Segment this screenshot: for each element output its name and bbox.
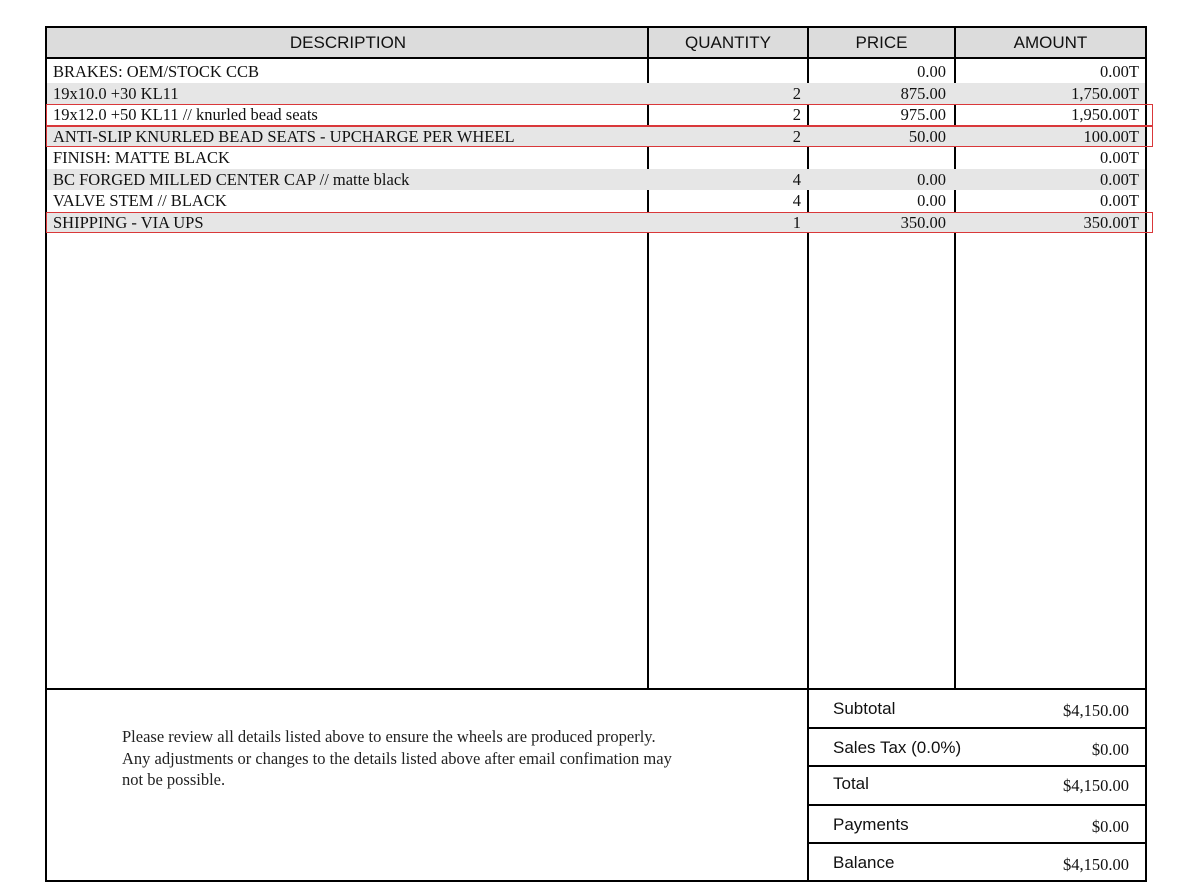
item-amount: 350.00T (1083, 212, 1139, 232)
header-quantity: QUANTITY (685, 33, 771, 52)
item-quantity: 4 (792, 169, 801, 189)
balance-label: Balance (833, 853, 895, 872)
subtotal-value: $4,150.00 (1063, 701, 1129, 720)
sales-tax-row (809, 729, 1145, 768)
item-price: 50.00 (908, 126, 946, 146)
line-items (47, 61, 1145, 233)
table-row (47, 147, 1145, 169)
subtotal-row (809, 690, 1145, 729)
item-amount: 0.00T (1100, 169, 1139, 189)
item-amount: 1,950.00T (1071, 105, 1139, 124)
item-description: ANTI-SLIP KNURLED BEAD SEATS - UPCHARGE PER WHEEL (53, 126, 515, 146)
item-description: BC FORGED MILLED CENTER CAP // matte black (53, 169, 410, 189)
header-amount: AMOUNT (1013, 33, 1088, 52)
table-row (47, 126, 1145, 148)
item-price: 0.00 (917, 191, 946, 210)
sales-tax-label: Sales Tax (0.0%) (833, 737, 962, 757)
item-price: 0.00 (917, 169, 946, 189)
payments-label: Payments (833, 814, 909, 834)
item-amount: 0.00T (1100, 148, 1139, 167)
item-price: 0.00 (917, 62, 946, 81)
table-row (47, 212, 1145, 234)
item-description: BRAKES: OEM/STOCK CCB (53, 62, 259, 81)
item-quantity: 2 (792, 83, 801, 103)
payments-value: $0.00 (1091, 816, 1129, 836)
total-label: Total (833, 774, 869, 793)
payments-row (809, 806, 1145, 845)
sales-tax-value: $0.00 (1091, 739, 1129, 759)
item-description: 19x10.0 +30 KL11 (53, 83, 179, 103)
item-description: 19x12.0 +50 KL11 // knurled bead seats (53, 105, 318, 124)
balance-row (809, 844, 1145, 883)
table-row (47, 190, 1145, 212)
item-amount: 1,750.00T (1071, 83, 1139, 103)
table-row (47, 61, 1145, 83)
item-amount: 0.00T (1100, 191, 1139, 210)
item-quantity: 2 (792, 105, 801, 124)
table-row (47, 83, 1145, 105)
item-quantity: 4 (792, 191, 801, 210)
item-amount: 0.00T (1100, 62, 1139, 81)
header-description: DESCRIPTION (289, 33, 407, 52)
item-description: FINISH: MATTE BLACK (53, 148, 230, 167)
item-quantity: 2 (792, 126, 801, 146)
item-amount: 100.00T (1083, 126, 1139, 146)
table-row (47, 104, 1145, 126)
table-row (47, 169, 1145, 191)
balance-value: $4,150.00 (1063, 855, 1129, 874)
item-price: 975.00 (900, 105, 946, 124)
header-price: PRICE (855, 33, 908, 52)
item-description: VALVE STEM // BLACK (53, 191, 227, 210)
review-note: Please review all details listed above to ensure the wheels are produced properly. Any adjustments or changes to the details listed above after email confimation may not be possible. (122, 727, 672, 789)
total-row (809, 767, 1145, 806)
item-price: 350.00 (900, 212, 946, 232)
total-value: $4,150.00 (1063, 776, 1129, 795)
item-quantity: 1 (792, 212, 801, 232)
subtotal-label: Subtotal (833, 699, 896, 718)
totals-panel (809, 690, 1145, 883)
table-header (47, 28, 1145, 59)
item-description: SHIPPING - VIA UPS (53, 212, 204, 232)
item-price: 875.00 (900, 83, 946, 103)
